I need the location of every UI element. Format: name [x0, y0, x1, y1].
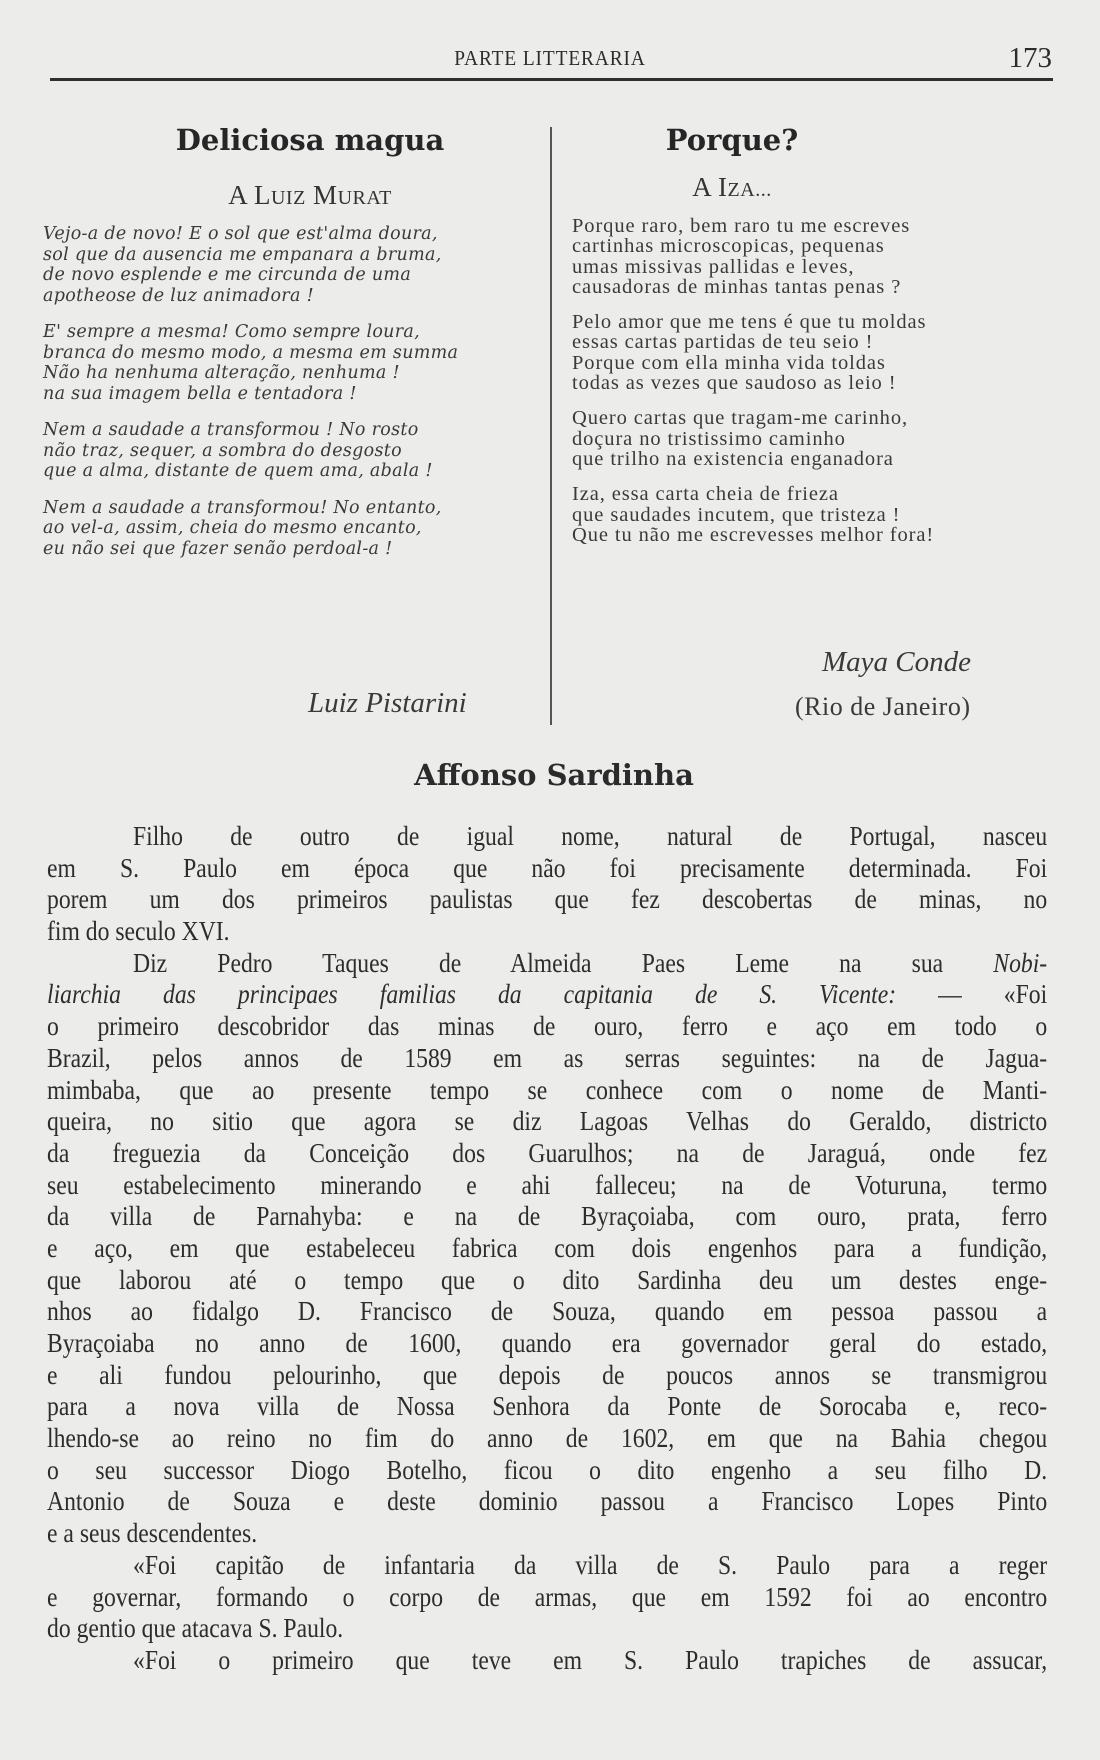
article-line	[47, 1644, 1047, 1676]
header-rule	[50, 78, 1053, 81]
verse-line: de novo esplende e me circunda de uma	[43, 265, 412, 285]
line-text: da villa de Parnahyba: e na de Byraçoiaba, com ouro, prata, ferro	[47, 1200, 1048, 1232]
line-text: nhos ao fidalgo D. Francisco de Souza, quando em pessoa passou a	[47, 1295, 1048, 1327]
article-line	[47, 1485, 1047, 1517]
verse-line: Porque com ella minha vida toldas	[572, 351, 886, 374]
verse-line: branca do mesmo modo, a mesma em summa	[43, 342, 459, 363]
verse-line: eu não sei que fazer senão perdoal-a !	[43, 538, 393, 559]
poem-dedication	[40, 172, 540, 218]
article-line	[47, 1169, 1047, 1201]
verse-line: doçura no tristissimo caminho	[572, 427, 846, 450]
stanza	[40, 224, 540, 306]
article-line	[47, 1232, 1047, 1264]
column-divider	[550, 127, 552, 725]
line-text: o primeiro descobridor das minas de ouro, ferro e aço em todo o	[47, 1010, 1048, 1042]
poem-stanzas	[572, 216, 1057, 545]
line-text: Antonio de Souza e deste dominio passou a Francisco Lopes Pinto	[47, 1485, 1048, 1517]
line-text: seu estabelecimento minerando e ahi falleceu; na de Voturuna, termo	[47, 1168, 1048, 1200]
dedication-text: A I	[692, 172, 728, 202]
italic-title-text: Nobi-	[993, 946, 1048, 978]
stanza	[572, 484, 1057, 545]
verse-line: Não ha nenhuma alteração, nenhuma !	[43, 363, 400, 383]
poem-signature: Maya Conde	[822, 646, 971, 678]
line-text: mimbaba, que ao presente tempo se conhece com o nome de Manti-	[47, 1073, 1048, 1105]
article-line	[47, 1359, 1047, 1391]
stanza	[40, 420, 540, 482]
article-line	[47, 947, 1047, 979]
line-text: «Foi o primeiro que teve em S. Paulo trapiches de assucar,	[133, 1643, 1048, 1675]
verse-line: que saudades incutem, que tristeza !	[572, 503, 901, 526]
italic-title-text: liarchia das principaes familias da capitania de S. Vicente:	[47, 978, 897, 1010]
running-head-title: PARTE LITTERARIA	[454, 46, 646, 70]
article-line	[47, 1390, 1047, 1422]
article-line	[47, 1010, 1047, 1042]
verse-line: que trilho na existencia enganadora	[572, 447, 894, 470]
dedication-smallcaps: ZA...	[727, 179, 772, 201]
article-line	[47, 1264, 1047, 1296]
poem-place: (Rio de Janeiro)	[795, 692, 971, 721]
stanza	[572, 408, 1057, 469]
poem-porque	[572, 118, 1057, 560]
verse-line: sol que da ausencia me empanara a bruma,	[43, 244, 442, 265]
poem-stanzas	[40, 224, 540, 559]
poem-deliciosa-magua	[40, 118, 540, 575]
line-text: e governar, formando o corpo de armas, que em 1592 foi ao encontro	[47, 1580, 1048, 1612]
verse-line: apotheose de luz animadora !	[43, 285, 314, 306]
article-line	[47, 1105, 1047, 1137]
stanza	[40, 322, 540, 404]
line-text: e ali fundou pelourinho, que depois de poucos annos se transmigrou	[47, 1358, 1048, 1390]
verse-line: Nem a saudade a transformou! No entanto,	[43, 497, 442, 518]
running-head	[0, 44, 1100, 74]
verse-line: Vejo-a de novo! E o sol que est'alma doura,	[43, 224, 438, 244]
line-text: em S. Paulo em época que não foi precisamente determinada. Foi	[47, 851, 1048, 883]
verse-line: todas as vezes que saudoso as leio !	[572, 372, 897, 395]
line-text: lhendo-se ao reino no fim do anno de 1602, em que na Bahia chegou	[47, 1422, 1048, 1454]
verse-line: ao vel-a, assim, cheia do mesmo encanto,	[43, 518, 422, 538]
verse-line: Porque raro, bem raro tu me escreves	[572, 215, 911, 237]
poem-title: Deliciosa magua	[175, 123, 445, 157]
verse-line: não traz, sequer, a sombra do desgosto	[43, 440, 402, 461]
line-text: Filho de outro de igual nome, natural de Portugal, nasceu	[133, 820, 1048, 851]
line-text: Brazil, pelos annos de 1589 em as serras seguintes: na de Jagua-	[47, 1041, 1048, 1073]
line-text: queira, no sitio que agora se diz Lagoas Velhas do Geraldo, districto	[47, 1105, 1048, 1137]
poem-title: Porque?	[665, 123, 799, 157]
line-text: Diz Pedro Taques de Almeida Paes Leme na sua	[133, 946, 994, 978]
line-text: «Foi capitão de infantaria da villa de S. Paulo para a reger	[133, 1548, 1048, 1580]
poem-signature: Luiz Pistarini	[308, 687, 467, 719]
article-line	[47, 1612, 1047, 1644]
article-line	[47, 1200, 1047, 1232]
verse-line: Quero cartas que tragam-me carinho,	[572, 407, 909, 430]
verse-line: Nem a saudade a transformou ! No rosto	[43, 420, 419, 440]
line-text: do gentio que atacava S. Paulo.	[47, 1612, 344, 1644]
verse-line: na sua imagem bella e tentadora !	[43, 383, 357, 404]
line-text: da freguezia da Conceição dos Guarulhos; na de Jaraguá, onde fez	[47, 1136, 1048, 1168]
verse-line: umas missivas pallidas e leves,	[572, 255, 855, 278]
dedication-text: M	[305, 180, 338, 210]
article-line	[47, 820, 1047, 852]
verse-line: que a alma, distante de quem ama, abala !	[43, 461, 433, 481]
article-line	[47, 1454, 1047, 1486]
line-text: — «Foi	[896, 978, 1048, 1010]
line-text: fim do seculo XVI.	[47, 915, 230, 947]
poem-dedication	[582, 164, 882, 210]
article-line	[47, 1549, 1047, 1581]
line-text: e a seus descendentes.	[47, 1517, 258, 1549]
verse-line: causadoras de minhas tantas penas ?	[572, 275, 902, 298]
verse-line: Que tu não me escrevesses melhor fora!	[572, 523, 935, 546]
verse-line: Pelo amor que me tens é que tu moldas	[572, 311, 927, 334]
stanza	[40, 498, 540, 560]
article-line	[47, 1581, 1047, 1613]
line-text: para a nova villa de Nossa Senhora da Ponte de Sorocaba e, reco-	[47, 1390, 1048, 1422]
page-number: 173	[1008, 42, 1052, 74]
line-text: que laborou até o tempo que o dito Sardinha deu um destes enge-	[47, 1263, 1048, 1295]
article-line	[47, 1295, 1047, 1327]
verse-line: essas cartas partidas de teu seio !	[572, 331, 874, 354]
dedication-smallcaps: UIZ	[270, 187, 306, 209]
verse-line: E' sempre a mesma! Como sempre loura,	[43, 322, 421, 342]
stanza	[572, 216, 1057, 297]
line-text: o seu successor Diogo Botelho, ficou o dito engenho a seu filho D.	[47, 1453, 1048, 1485]
article-title: Affonso Sardinha	[414, 758, 694, 792]
article-line	[47, 1042, 1047, 1074]
article-line	[47, 1422, 1047, 1454]
line-text: e aço, em que estabeleceu fabrica com dois engenhos para a fundição,	[47, 1231, 1048, 1263]
line-text: porem um dos primeiros paulistas que fez descobertas de minas, no	[47, 883, 1048, 915]
verse-line: Iza, essa carta cheia de frieza	[572, 483, 839, 506]
article-line	[47, 1137, 1047, 1169]
verse-line: cartinhas microscopicas, pequenas	[572, 235, 885, 258]
stanza	[572, 312, 1057, 393]
dedication-smallcaps: URAT	[337, 187, 392, 209]
article-line	[47, 978, 1047, 1010]
article-line	[47, 852, 1047, 884]
article-line	[47, 883, 1047, 915]
dedication-text: A L	[228, 180, 271, 210]
article-line	[47, 915, 1047, 947]
article-body	[47, 820, 1057, 1676]
article-line	[47, 1327, 1047, 1359]
article-line	[47, 1517, 1047, 1549]
article-line	[47, 1074, 1047, 1106]
line-text: Byraçoiaba no anno de 1600, quando era governador geral do estado,	[47, 1327, 1048, 1358]
